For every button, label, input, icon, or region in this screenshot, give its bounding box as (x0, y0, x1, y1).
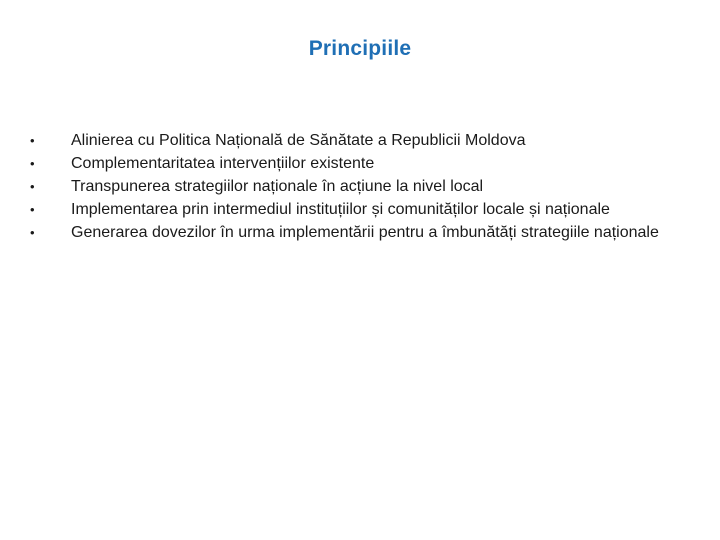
bullet-item (30, 200, 690, 219)
bullet-text: Implementarea prin intermediul instituțiilor și comunităților locale și naționale (71, 201, 610, 218)
bullet-item (30, 131, 690, 150)
bullet-list (30, 131, 690, 246)
bullet-text: Transpunerea strategiilor naționale în acțiune la nivel local (71, 178, 484, 195)
bullet-dot-icon: • (30, 225, 35, 240)
bullet-dot-icon: • (30, 156, 35, 171)
bullet-text: Alinierea cu Politica Națională de Sănătate a Republicii Moldova (71, 132, 526, 149)
bullet-item (30, 223, 690, 242)
bullet-item (30, 177, 690, 196)
bullet-dot-icon: • (30, 202, 35, 217)
slide-title: Principiile (308, 37, 412, 60)
bullet-dot-icon: • (30, 133, 35, 148)
bullet-item (30, 154, 690, 173)
bullet-text: Complementaritatea intervențiilor existente (71, 155, 375, 172)
bullet-text: Generarea dovezilor în urma implementării pentru a îmbunătăți strategiile naționale (71, 224, 659, 241)
bullet-dot-icon: • (30, 179, 35, 194)
